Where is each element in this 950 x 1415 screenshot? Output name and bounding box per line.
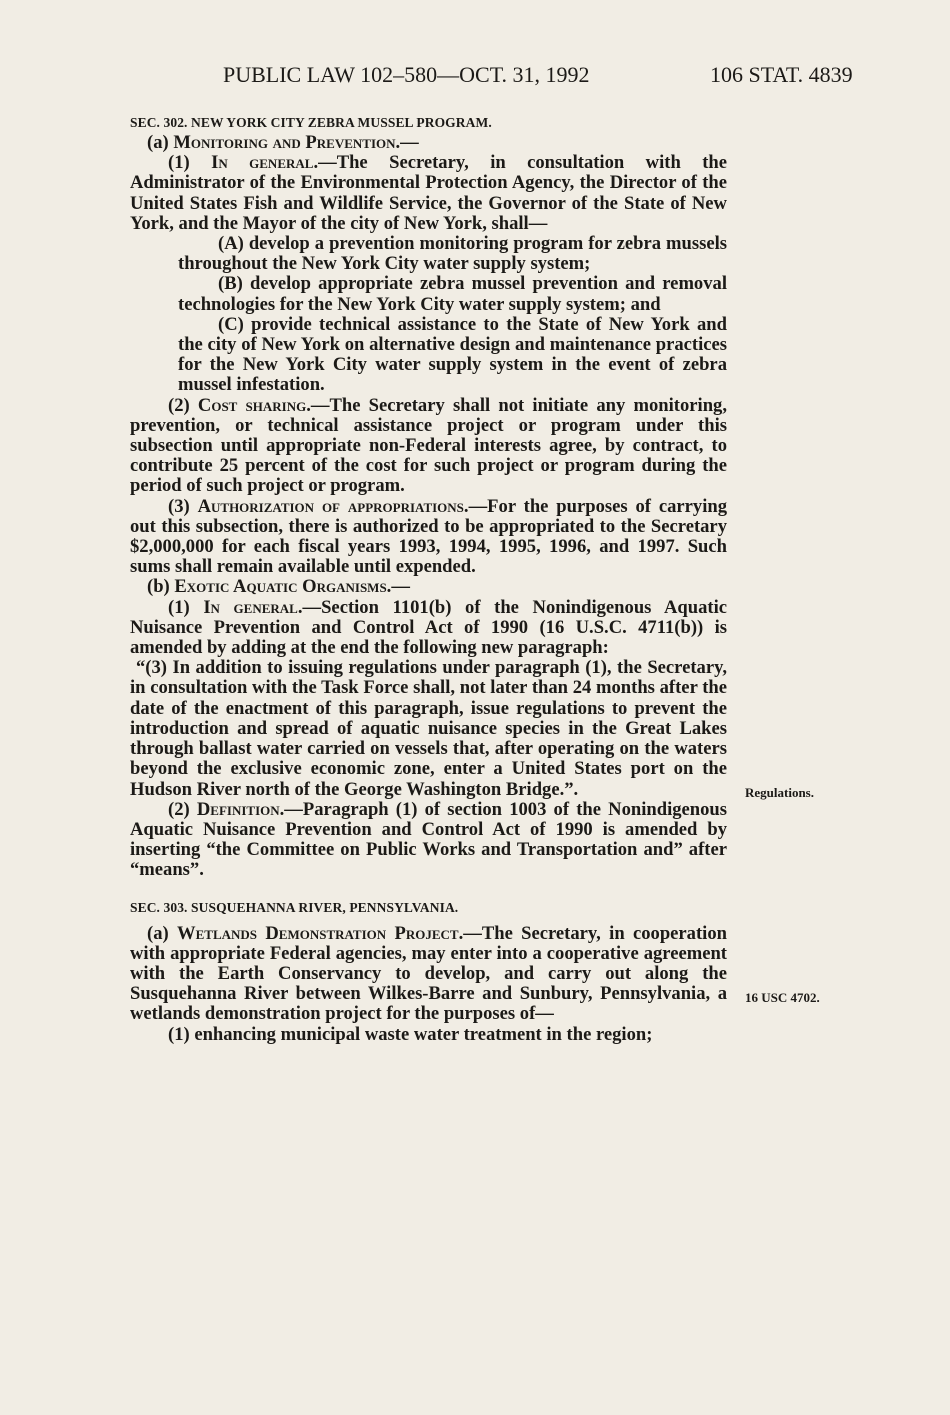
subsection-303a: (a) Wetlands Demonstration Project.—The Secretary, in cooperation with appropriate Federal agencies, may enter into a cooperative agreement with the Earth Conservancy to develop, and carry out along the Susquehanna River between Wilkes-Barre and Sunbury, Pennsylvania, a wetlands demonstration project for the purposes of— bbox=[130, 922, 727, 1025]
paragraph-302a3: (3) Authorization of appropriations.—For the purposes of carrying out this subsection, there is authorized to be appropriated to the Secretary $2,000,000 for each fiscal years 1993, 1994, 1995, 1996, and 1997. Such sums shall remain available until expended. bbox=[130, 495, 727, 578]
paragraph-302b1: (1) In general.—Section 1101(b) of the Nonindigenous Aquatic Nuisance Prevention and Control Act of 1990 (16 U.S.C. 4711(b)) is amended by adding at the end the following new paragraph: bbox=[130, 596, 727, 659]
statute-page-number: 106 STAT. 4839 bbox=[710, 62, 853, 87]
clause-302a1C: (C) provide technical assistance to the State of New York and the city of New York on alternative design and maintenance practices for the New York City water supply system in the event of zebra mussel infestation. bbox=[178, 313, 727, 396]
clause-302a1B: (B) develop appropriate zebra mussel prevention and removal technologies for the New York City water supply system; and bbox=[178, 273, 727, 315]
clause-302a1A: (A) develop a prevention monitoring program for zebra mussels throughout the New York City water supply system; bbox=[178, 233, 727, 275]
paragraph-302b2: (2) Definition.—Paragraph (1) of section 1003 of the Nonindigenous Aquatic Nuisance Prevention and Control Act of 1990 is amended by inserting “the Committee on Public Works and Transportation and” after “means”. bbox=[130, 798, 727, 881]
subsection-302b-heading: (b) Exotic Aquatic Organisms.— bbox=[147, 576, 410, 598]
document-body bbox=[130, 113, 727, 1045]
paragraph-302a2: (2) Cost sharing.—The Secretary shall not initiate any monitoring, prevention, or technical assistance project or program under this subsection until appropriate non-Federal interests agree, by contract, to contribute 25 percent of the cost for such project or program during the period of such project or program. bbox=[130, 394, 728, 497]
running-header bbox=[0, 62, 950, 92]
section-302-heading: SEC. 302. NEW YORK CITY ZEBRA MUSSEL PROGRAM. bbox=[130, 115, 492, 130]
paragraph-302a1: (1) In general.—The Secretary, in consultation with the Administrator of the Environmental Protection Agency, the Director of the United States Fish and Wildlife Service, the Governor of the State of New York, and the Mayor of the city of New York, shall— bbox=[130, 152, 727, 234]
quoted-amendment-paragraph: “(3) In addition to issuing regulations under paragraph (1), the Secretary, in consultation with the Task Force shall, not later than 24 months after the date of the enactment of this paragraph, issue regulations to prevent the introduction and spread of aquatic nuisance species in the Great Lakes through ballast water carried on vessels that, after operating on the waters beyond the exclusive economic zone, enter a United States port on the Hudson River north of the George Washington Bridge.”. bbox=[130, 657, 727, 800]
margin-note-usc: 16 USC 4702. bbox=[745, 990, 820, 1005]
paragraph-303a1: (1) enhancing municipal waste water treatment in the region; bbox=[168, 1023, 653, 1045]
margin-note-regulations: Regulations. bbox=[745, 785, 814, 800]
section-303-heading: SEC. 303. SUSQUEHANNA RIVER, PENNSYLVANIA. bbox=[130, 899, 459, 915]
subsection-302a-heading: (a) Monitoring and Prevention.— bbox=[147, 132, 419, 153]
public-law-citation: PUBLIC LAW 102–580—OCT. 31, 1992 bbox=[223, 62, 590, 87]
